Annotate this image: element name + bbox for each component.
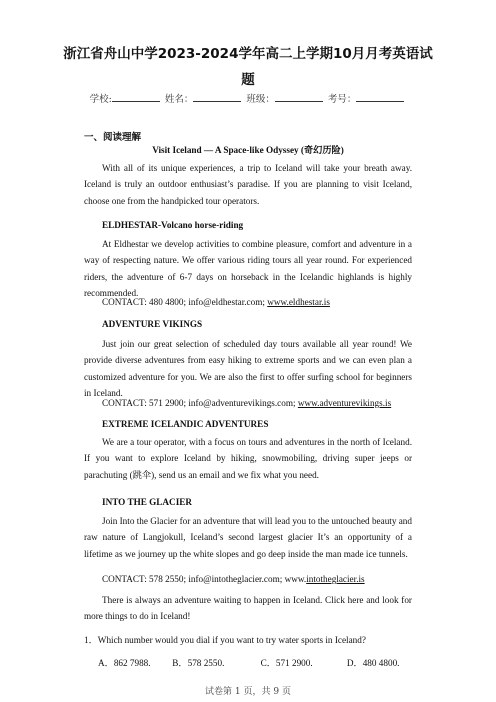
school-blank[interactable] (112, 92, 160, 102)
class-label: 班级： (246, 94, 275, 105)
class-blank[interactable] (275, 92, 323, 102)
student-info-line (0, 91, 496, 105)
operator-1-name: ELDHESTAR-Volcano horse-riding (102, 220, 244, 230)
operator-3-body: We are a tour operator, with a focus on tours and adventures in the north of Iceland. If you want to explore Iceland by hiking, snowmobiling, driving super jeeps or parachuting (跳伞), send us an email and we fix what you need. (84, 437, 412, 480)
operator-4-contact: CONTACT: 578 2550; info@intotheglacier.com; www.intotheglacier.is (102, 574, 365, 584)
operator-2-name: ADVENTURE VIKINGS (102, 319, 203, 329)
option-a[interactable]: A．862 7988. (98, 658, 151, 668)
operator-1-link[interactable]: www.eldhestar.is (267, 297, 330, 307)
operator-4-link[interactable]: intotheglacier.is (306, 574, 365, 584)
passage-intro: With all of its unique experiences, a trip to Iceland will take your breath away. Iceland is truly an outdoor enthusiast’s paradise. If you are planning to visit Iceland, choose one from the handpicked tour operators. (84, 163, 412, 206)
option-b[interactable]: B．578 2550. (172, 658, 225, 668)
operator-2-contact: CONTACT: 571 2900; info@adventurevikings.com; www.adventurevikings.is (102, 398, 392, 408)
operator-3-name: EXTREME ICELANDIC ADVENTURES (102, 419, 269, 429)
name-label: 姓名： (164, 94, 194, 105)
school-label: 学校: (89, 94, 112, 105)
number-label: 考号： (327, 94, 357, 105)
section-heading: 一、阅读理解 (84, 132, 142, 143)
operator-1-body: At Eldhestar we develop activities to combine pleasure, comfort and adventure in a way of respecting nature. We offer various riding tours all year round. For experienced riders, the adventure of 6-7 days on horseback in the Icelandic highlands is highly recommended. (84, 239, 412, 299)
question-stem: 1．Which number would you dial if you want to try water sports in Iceland? (84, 635, 366, 645)
answer-options (98, 655, 428, 669)
operator-1-contact: CONTACT: 480 4800; info@eldhestar.com; www.eldhestar.is (102, 297, 330, 307)
name-blank[interactable] (193, 92, 241, 102)
operator-4-body: Join Into the Glacier for an adventure that will lead you to the untouched beauty and raw nature of Langjokull, Iceland’s second largest glacier It’s an opportunity of a lifetime as we journey up the white slopes and go deep inside the man made ice tunnels. (84, 516, 412, 559)
operator-2-link[interactable]: www.adventurevikings.is (297, 398, 392, 408)
operator-2-body: Just join our great selection of scheduled day tours available all year round! We provide diverse adventures from easy hiking to extreme sports and we can even plan a customized adventure for you. We are also the first to offer surfing school for beginners in Iceland. (84, 339, 412, 399)
number-blank[interactable] (356, 92, 404, 102)
passage-closing: There is always an adventure waiting to happen in Iceland. Click here and look for more things to do in Iceland! (84, 595, 412, 622)
option-c[interactable]: C．571 2900. (260, 658, 313, 668)
option-d[interactable]: D．480 4800. (346, 658, 400, 668)
exam-title-line1: 浙江省舟山中学2023-2024学年高二上学期10月月考英语试 (63, 46, 433, 62)
page-footer: 试卷第 1 页，共 9 页 (205, 687, 291, 697)
passage-title: Visit Iceland — A Space-like Odyssey (奇幻历险) (152, 145, 344, 155)
exam-title-line2: 题 (241, 72, 255, 88)
operator-4-name: INTO THE GLACIER (102, 497, 193, 507)
